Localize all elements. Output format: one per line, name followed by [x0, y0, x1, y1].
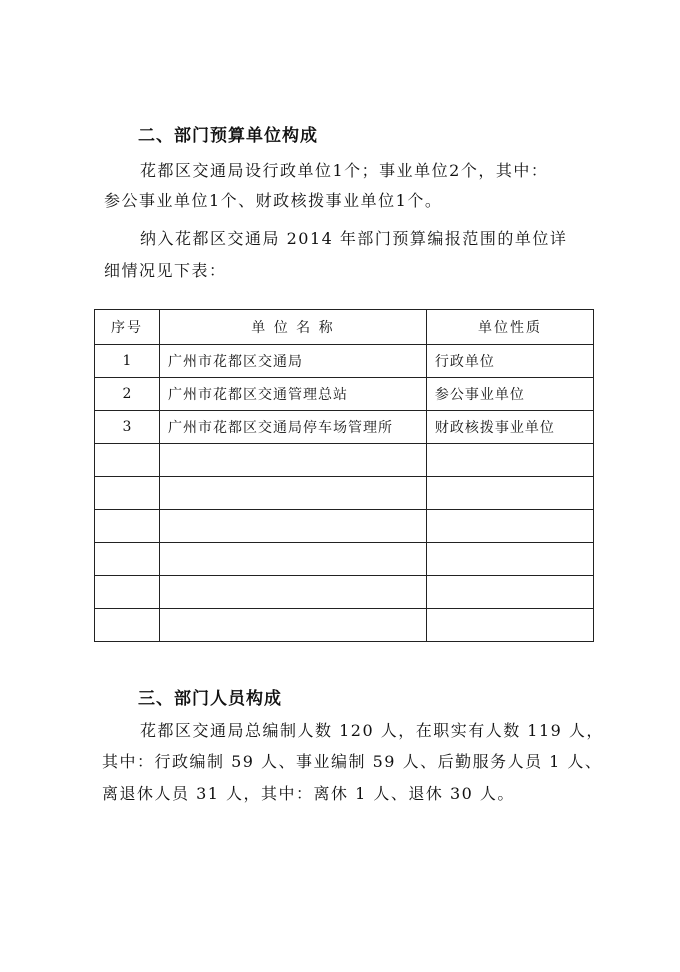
table-row	[95, 345, 594, 378]
cell-serial-number	[95, 444, 160, 477]
table-row	[95, 609, 594, 642]
header-serial-number: 序号	[95, 310, 160, 345]
cell-serial-number: 1	[95, 345, 160, 378]
table-row	[95, 477, 594, 510]
section-2-heading: 二、部门预算单位构成	[138, 126, 318, 146]
cell-unit-name: 广州市花都区交通管理总站	[160, 378, 427, 411]
cell-unit-name	[160, 609, 427, 642]
cell-serial-number: 3	[95, 411, 160, 444]
table-row	[95, 444, 594, 477]
cell-unit-name	[160, 510, 427, 543]
table-row	[95, 576, 594, 609]
section-3-line-1: 花都区交通局总编制人数 120 人，在职实有人数 119 人，	[140, 721, 604, 740]
section-2-paragraph-2-line-2: 细情况见下表：	[104, 261, 227, 280]
cell-unit-name	[160, 477, 427, 510]
section-3-heading: 三、部门人员构成	[138, 689, 282, 709]
cell-unit-type: 参公事业单位	[426, 378, 593, 411]
cell-serial-number	[95, 510, 160, 543]
cell-serial-number	[95, 609, 160, 642]
cell-unit-type: 行政单位	[426, 345, 593, 378]
cell-unit-type: 财政核拨事业单位	[426, 411, 593, 444]
table-row	[95, 378, 594, 411]
header-unit-name: 单 位 名 称	[160, 310, 427, 345]
cell-serial-number	[95, 477, 160, 510]
section-3-line-2: 其中：行政编制 59 人、事业编制 59 人、后勤服务人员 1 人、	[102, 752, 603, 771]
table-header-row	[95, 310, 594, 345]
cell-unit-type	[426, 609, 593, 642]
table-row	[95, 510, 594, 543]
budget-units-table	[94, 309, 594, 642]
table-row	[95, 543, 594, 576]
table-row	[95, 411, 594, 444]
section-3-line-3: 离退休人员 31 人，其中：离休 1 人、退休 30 人。	[102, 784, 515, 803]
cell-unit-type	[426, 543, 593, 576]
cell-unit-type	[426, 444, 593, 477]
cell-unit-name	[160, 576, 427, 609]
cell-unit-name: 广州市花都区交通局停车场管理所	[160, 411, 427, 444]
section-2-paragraph-2-line-1: 纳入花都区交通局 2014 年部门预算编报范围的单位详	[140, 229, 568, 248]
cell-unit-name	[160, 444, 427, 477]
cell-serial-number: 2	[95, 378, 160, 411]
cell-serial-number	[95, 576, 160, 609]
header-unit-type: 单位性质	[426, 310, 593, 345]
cell-unit-type	[426, 477, 593, 510]
cell-unit-name	[160, 543, 427, 576]
cell-unit-type	[426, 510, 593, 543]
cell-unit-name: 广州市花都区交通局	[160, 345, 427, 378]
section-2-paragraph-1-line-2: 参公事业单位1个、财政核拨事业单位1个。	[104, 191, 443, 210]
cell-serial-number	[95, 543, 160, 576]
section-2-paragraph-1-line-1: 花都区交通局设行政单位1个；事业单位2个，其中：	[140, 161, 549, 180]
cell-unit-type	[426, 576, 593, 609]
